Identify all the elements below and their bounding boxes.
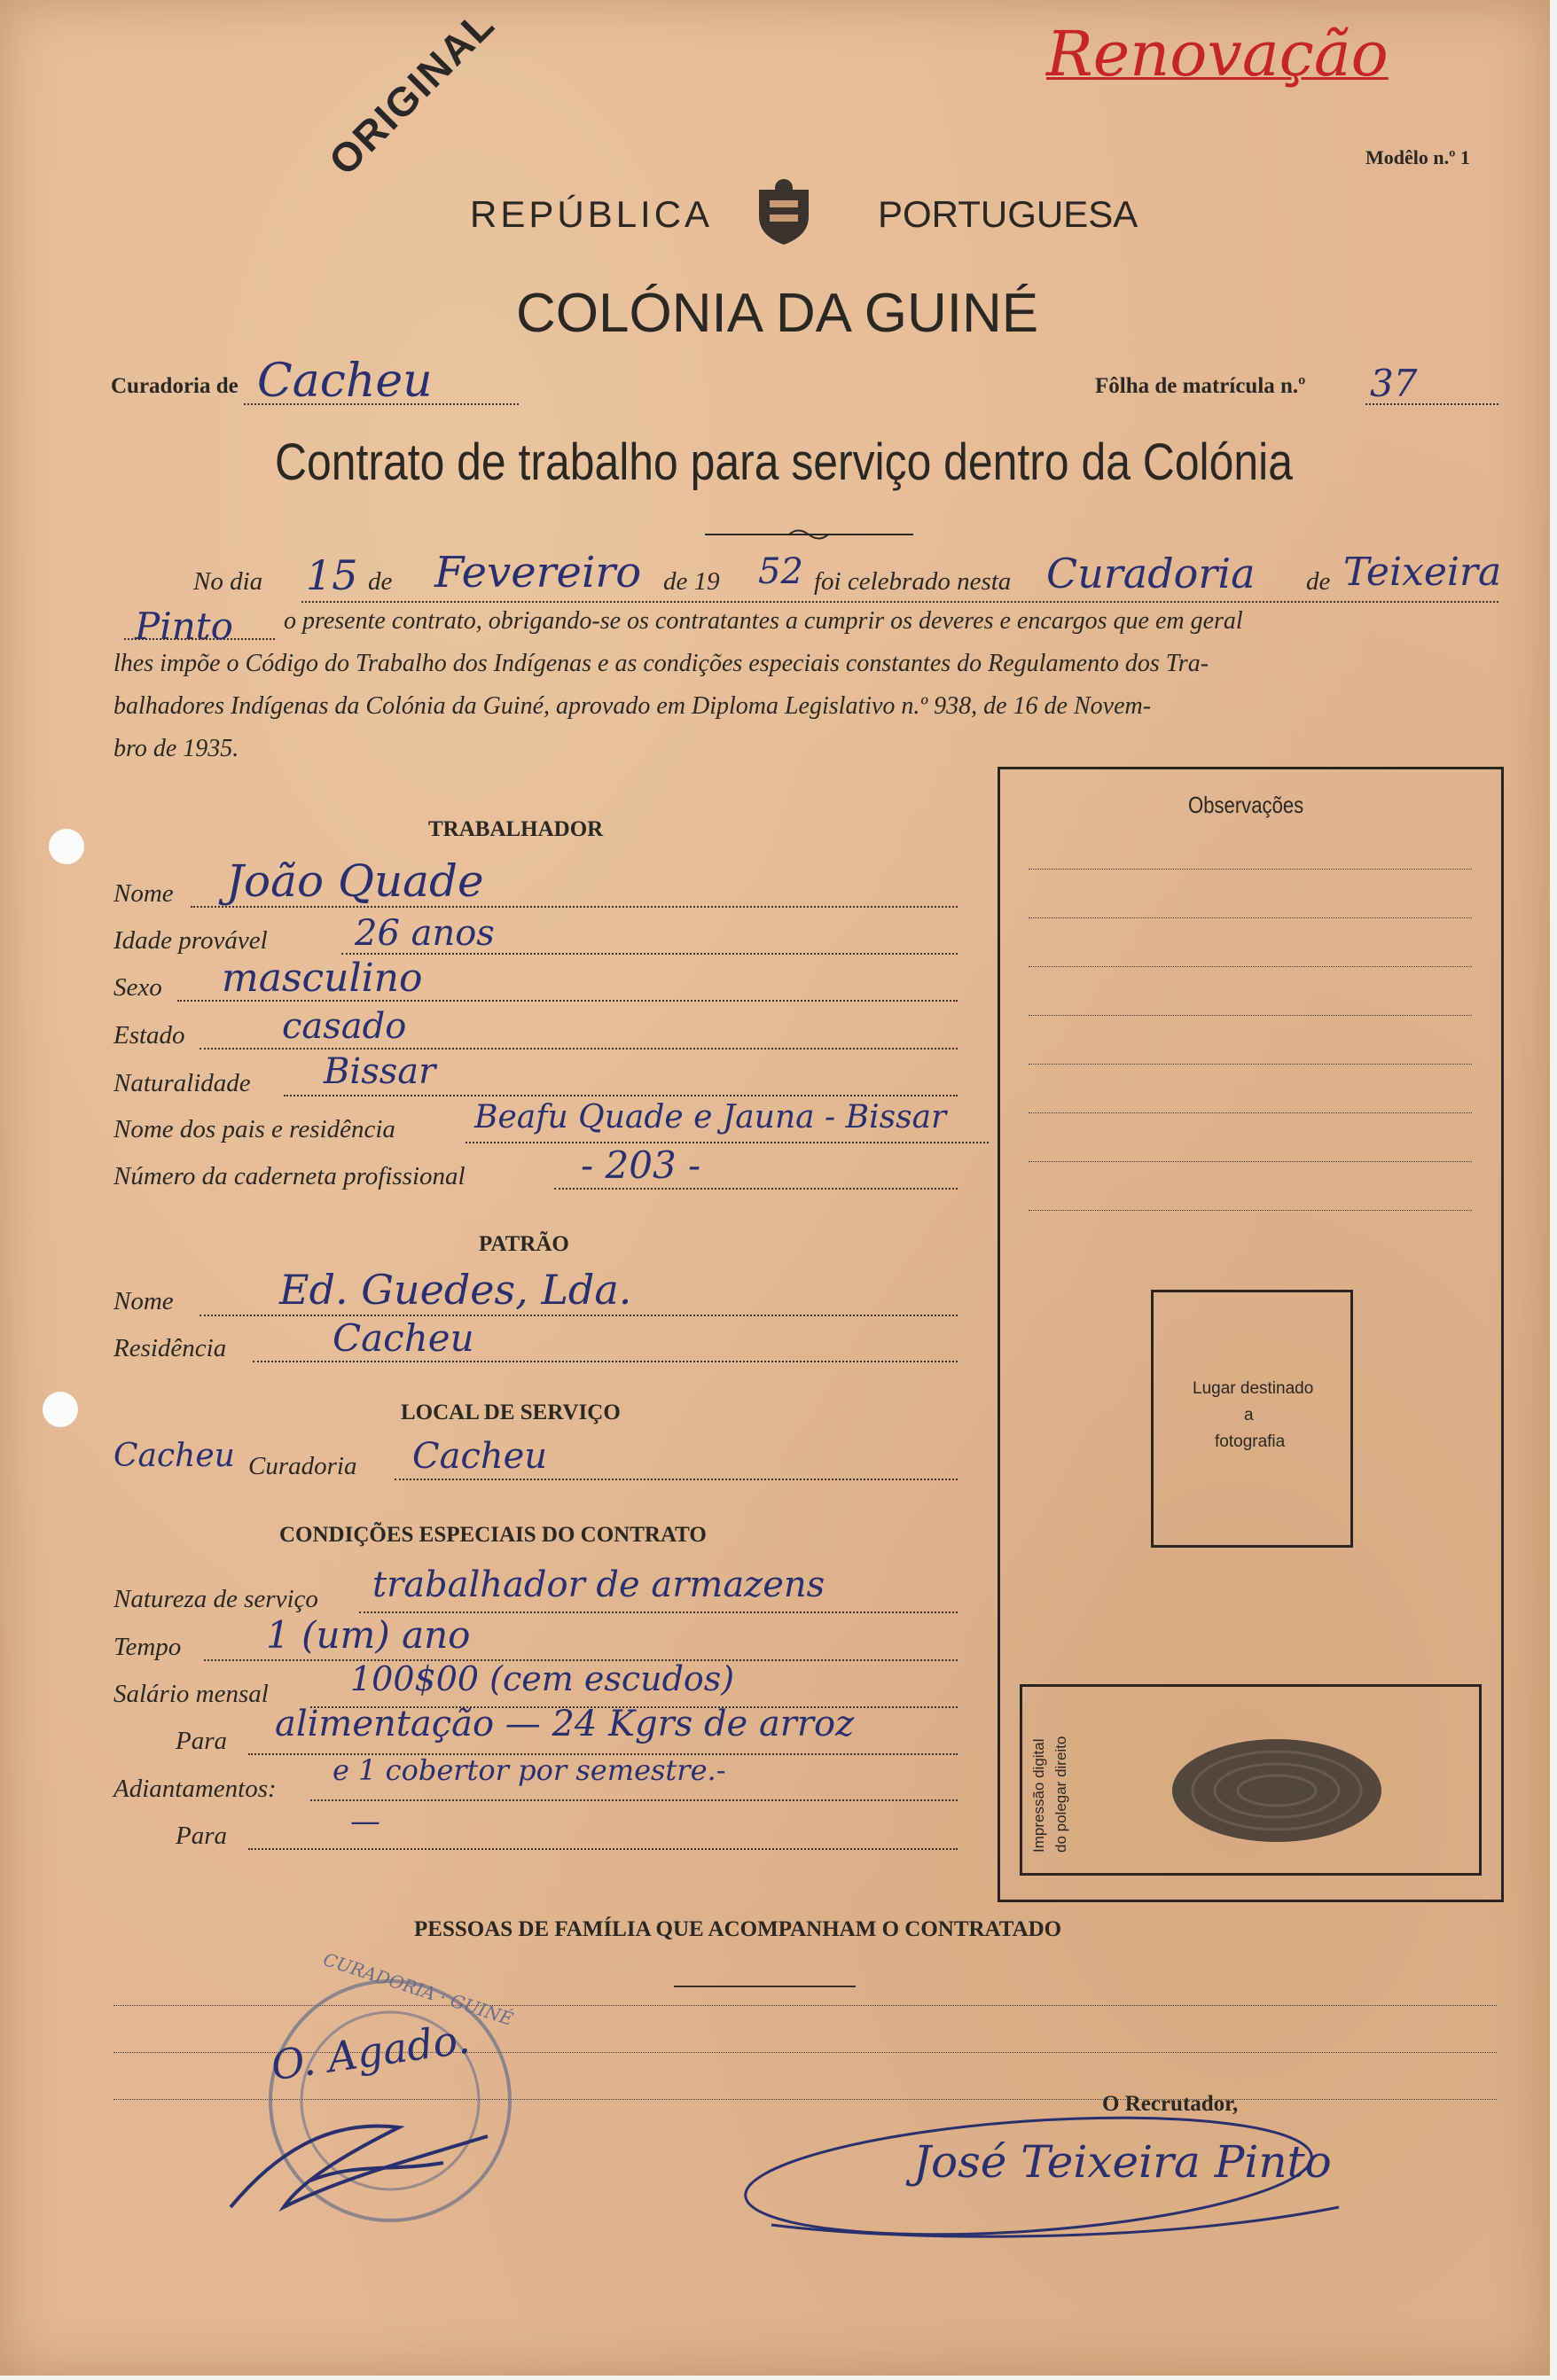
caderneta-value: - 203 - <box>581 1143 701 1187</box>
signature-left-flourish <box>222 2101 505 2225</box>
recrutador-label: O Recrutador, <box>1102 2092 1239 2116</box>
patrao-nome-value: Ed. Guedes, Lda. <box>279 1266 632 1314</box>
naturalidade-value: Bissar <box>324 1051 436 1092</box>
intro-de-2: de <box>1306 567 1331 596</box>
pais-value: Beafu Quade e Jauna - Bissar <box>474 1099 947 1135</box>
intro-line-2 <box>124 638 275 640</box>
sexo-value: masculino <box>222 956 423 1001</box>
sexo-label: Sexo <box>113 973 162 1002</box>
local-place-value: Cacheu <box>113 1438 235 1474</box>
pais-line <box>466 1142 989 1143</box>
adiantamentos-label: Adiantamentos: <box>113 1775 277 1803</box>
punch-hole <box>49 829 84 864</box>
residencia-value: Cacheu <box>333 1316 474 1360</box>
idade-line <box>341 953 958 955</box>
salario-label: Salário mensal <box>113 1680 269 1708</box>
para-label: Para <box>176 1727 227 1755</box>
obs-line <box>1029 966 1472 967</box>
estado-label: Estado <box>113 1021 185 1050</box>
patrao-nome-label: Nome <box>113 1287 174 1315</box>
tempo-label: Tempo <box>113 1633 182 1661</box>
intro-text-3: lhes impõe o Código do Trabalho dos Indígenas e as condições especiais constantes do Regulamento dos Tra- <box>113 650 1209 677</box>
salario-value: 100$00 (cem escudos) <box>350 1659 735 1698</box>
modelo-number: Modêlo n.º 1 <box>1365 146 1470 168</box>
signature-left: O. Agado. <box>268 2014 473 2090</box>
nome-value: João Quade <box>226 855 484 907</box>
local-line <box>395 1479 958 1480</box>
curadoria-line <box>244 403 519 405</box>
intro-month: Fevereiro <box>434 548 642 597</box>
estado-value: casado <box>282 1006 407 1047</box>
thumb-label-2: do polegar direito <box>1052 1736 1069 1853</box>
local-curadoria-label: Curadoria <box>248 1452 357 1480</box>
para-value: alimentação — 24 Kgrs de arroz <box>275 1704 855 1744</box>
intro-no-dia: No dia <box>193 567 263 596</box>
intro-celebrado: foi celebrado nesta <box>814 567 1012 596</box>
coat-of-arms-icon <box>752 177 816 246</box>
local-curadoria-value: Cacheu <box>412 1436 548 1477</box>
tempo-value: 1 (um) ano <box>266 1613 471 1657</box>
obs-line <box>1029 917 1472 918</box>
folha-line <box>1365 403 1498 405</box>
folha-value: 37 <box>1370 362 1418 405</box>
caderneta-line <box>554 1188 958 1190</box>
renovacao-annotation: Renovação <box>1046 18 1389 90</box>
republica-right: PORTUGUESA <box>878 193 1138 235</box>
obs-line <box>1029 1210 1472 1211</box>
intro-place-2: Teixeira <box>1343 550 1502 595</box>
patrao-heading: PATRÃO <box>479 1232 569 1256</box>
folha-label: Fôlha de matrícula n.º <box>1095 374 1306 398</box>
estado-line <box>200 1048 958 1050</box>
intro-year: 52 <box>758 551 803 592</box>
caderneta-label: Número da caderneta profissional <box>113 1162 466 1190</box>
adiantamentos-value: e 1 cobertor por semestre.- <box>333 1753 726 1787</box>
idade-label: Idade provável <box>113 926 268 955</box>
curadoria-value: Cacheu <box>257 355 433 408</box>
obs-line <box>1029 1112 1472 1113</box>
condicoes-heading: CONDIÇÕES ESPECIAIS DO CONTRATO <box>279 1523 707 1547</box>
seal-text: CURADORIA · GUINÉ <box>320 1948 516 2030</box>
republica-left: REPÚBLICA <box>470 193 714 235</box>
intro-text-4: balhadores Indígenas da Colónia da Guiné, aprovado em Diploma Legislativo n.º 938, de 16 de Novem- <box>113 692 1152 720</box>
para2-label: Para <box>176 1822 227 1850</box>
naturalidade-label: Naturalidade <box>113 1069 251 1097</box>
patrao-nome-line <box>200 1315 958 1316</box>
trabalhador-heading: TRABALHADOR <box>428 817 604 841</box>
intro-line-1 <box>301 601 1498 603</box>
photo-label-2: a <box>1244 1406 1254 1424</box>
residencia-label: Residência <box>113 1334 227 1362</box>
signature-right: José Teixeira Pinto <box>913 2136 1332 2188</box>
sexo-line <box>177 1000 958 1002</box>
intro-de-1: de <box>368 567 393 596</box>
intro-de-year: de 19 <box>663 567 720 596</box>
thumb-label-1: Impressão digital <box>1030 1738 1047 1853</box>
colonia-title: COLÓNIA DA GUINÉ <box>516 283 1039 344</box>
punch-hole <box>43 1392 78 1427</box>
residencia-line <box>253 1361 958 1362</box>
intro-text-2: o presente contrato, obrigando-se os contratantes a cumprir os deveres e encargos que em geral <box>284 607 1243 635</box>
para2-value: — <box>350 1804 380 1839</box>
natureza-label: Natureza de serviço <box>113 1585 318 1613</box>
obs-line <box>1029 1161 1472 1162</box>
thumbprint-icon <box>1166 1733 1388 1848</box>
intro-place: Curadoria <box>1046 550 1256 597</box>
pais-label: Nome dos pais e residência <box>113 1115 395 1143</box>
curadoria-label: Curadoria de <box>111 374 239 398</box>
familia-heading: PESSOAS DE FAMÍLIA QUE ACOMPANHAM O CONTRATADO <box>414 1917 1062 1941</box>
intro-text-5: bro de 1935. <box>113 735 239 762</box>
photo-label-1: Lugar destinado <box>1193 1379 1314 1398</box>
natureza-value: trabalhador de armazens <box>372 1565 825 1605</box>
intro-place-3: Pinto <box>135 605 233 648</box>
obs-line <box>1029 869 1472 870</box>
adiantamentos-line <box>310 1799 958 1801</box>
photo-label-3: fotografia <box>1215 1432 1286 1451</box>
obs-line <box>1029 1015 1472 1016</box>
obs-line <box>1029 1064 1472 1065</box>
intro-day: 15 <box>306 551 358 599</box>
original-stamp: ORIGINAL <box>319 0 504 184</box>
familia-divider <box>674 1986 856 1987</box>
para2-line <box>248 1848 958 1850</box>
nome-line <box>191 906 958 908</box>
observacoes-heading: Observações <box>1188 792 1304 818</box>
nome-label: Nome <box>113 879 174 908</box>
idade-value: 26 anos <box>355 913 495 954</box>
local-heading: LOCAL DE SERVIÇO <box>401 1401 621 1424</box>
ornament-divider <box>705 526 913 543</box>
naturalidade-line <box>284 1095 958 1096</box>
contract-title: Contrato de trabalho para serviço dentro da Colónia <box>275 433 1293 491</box>
